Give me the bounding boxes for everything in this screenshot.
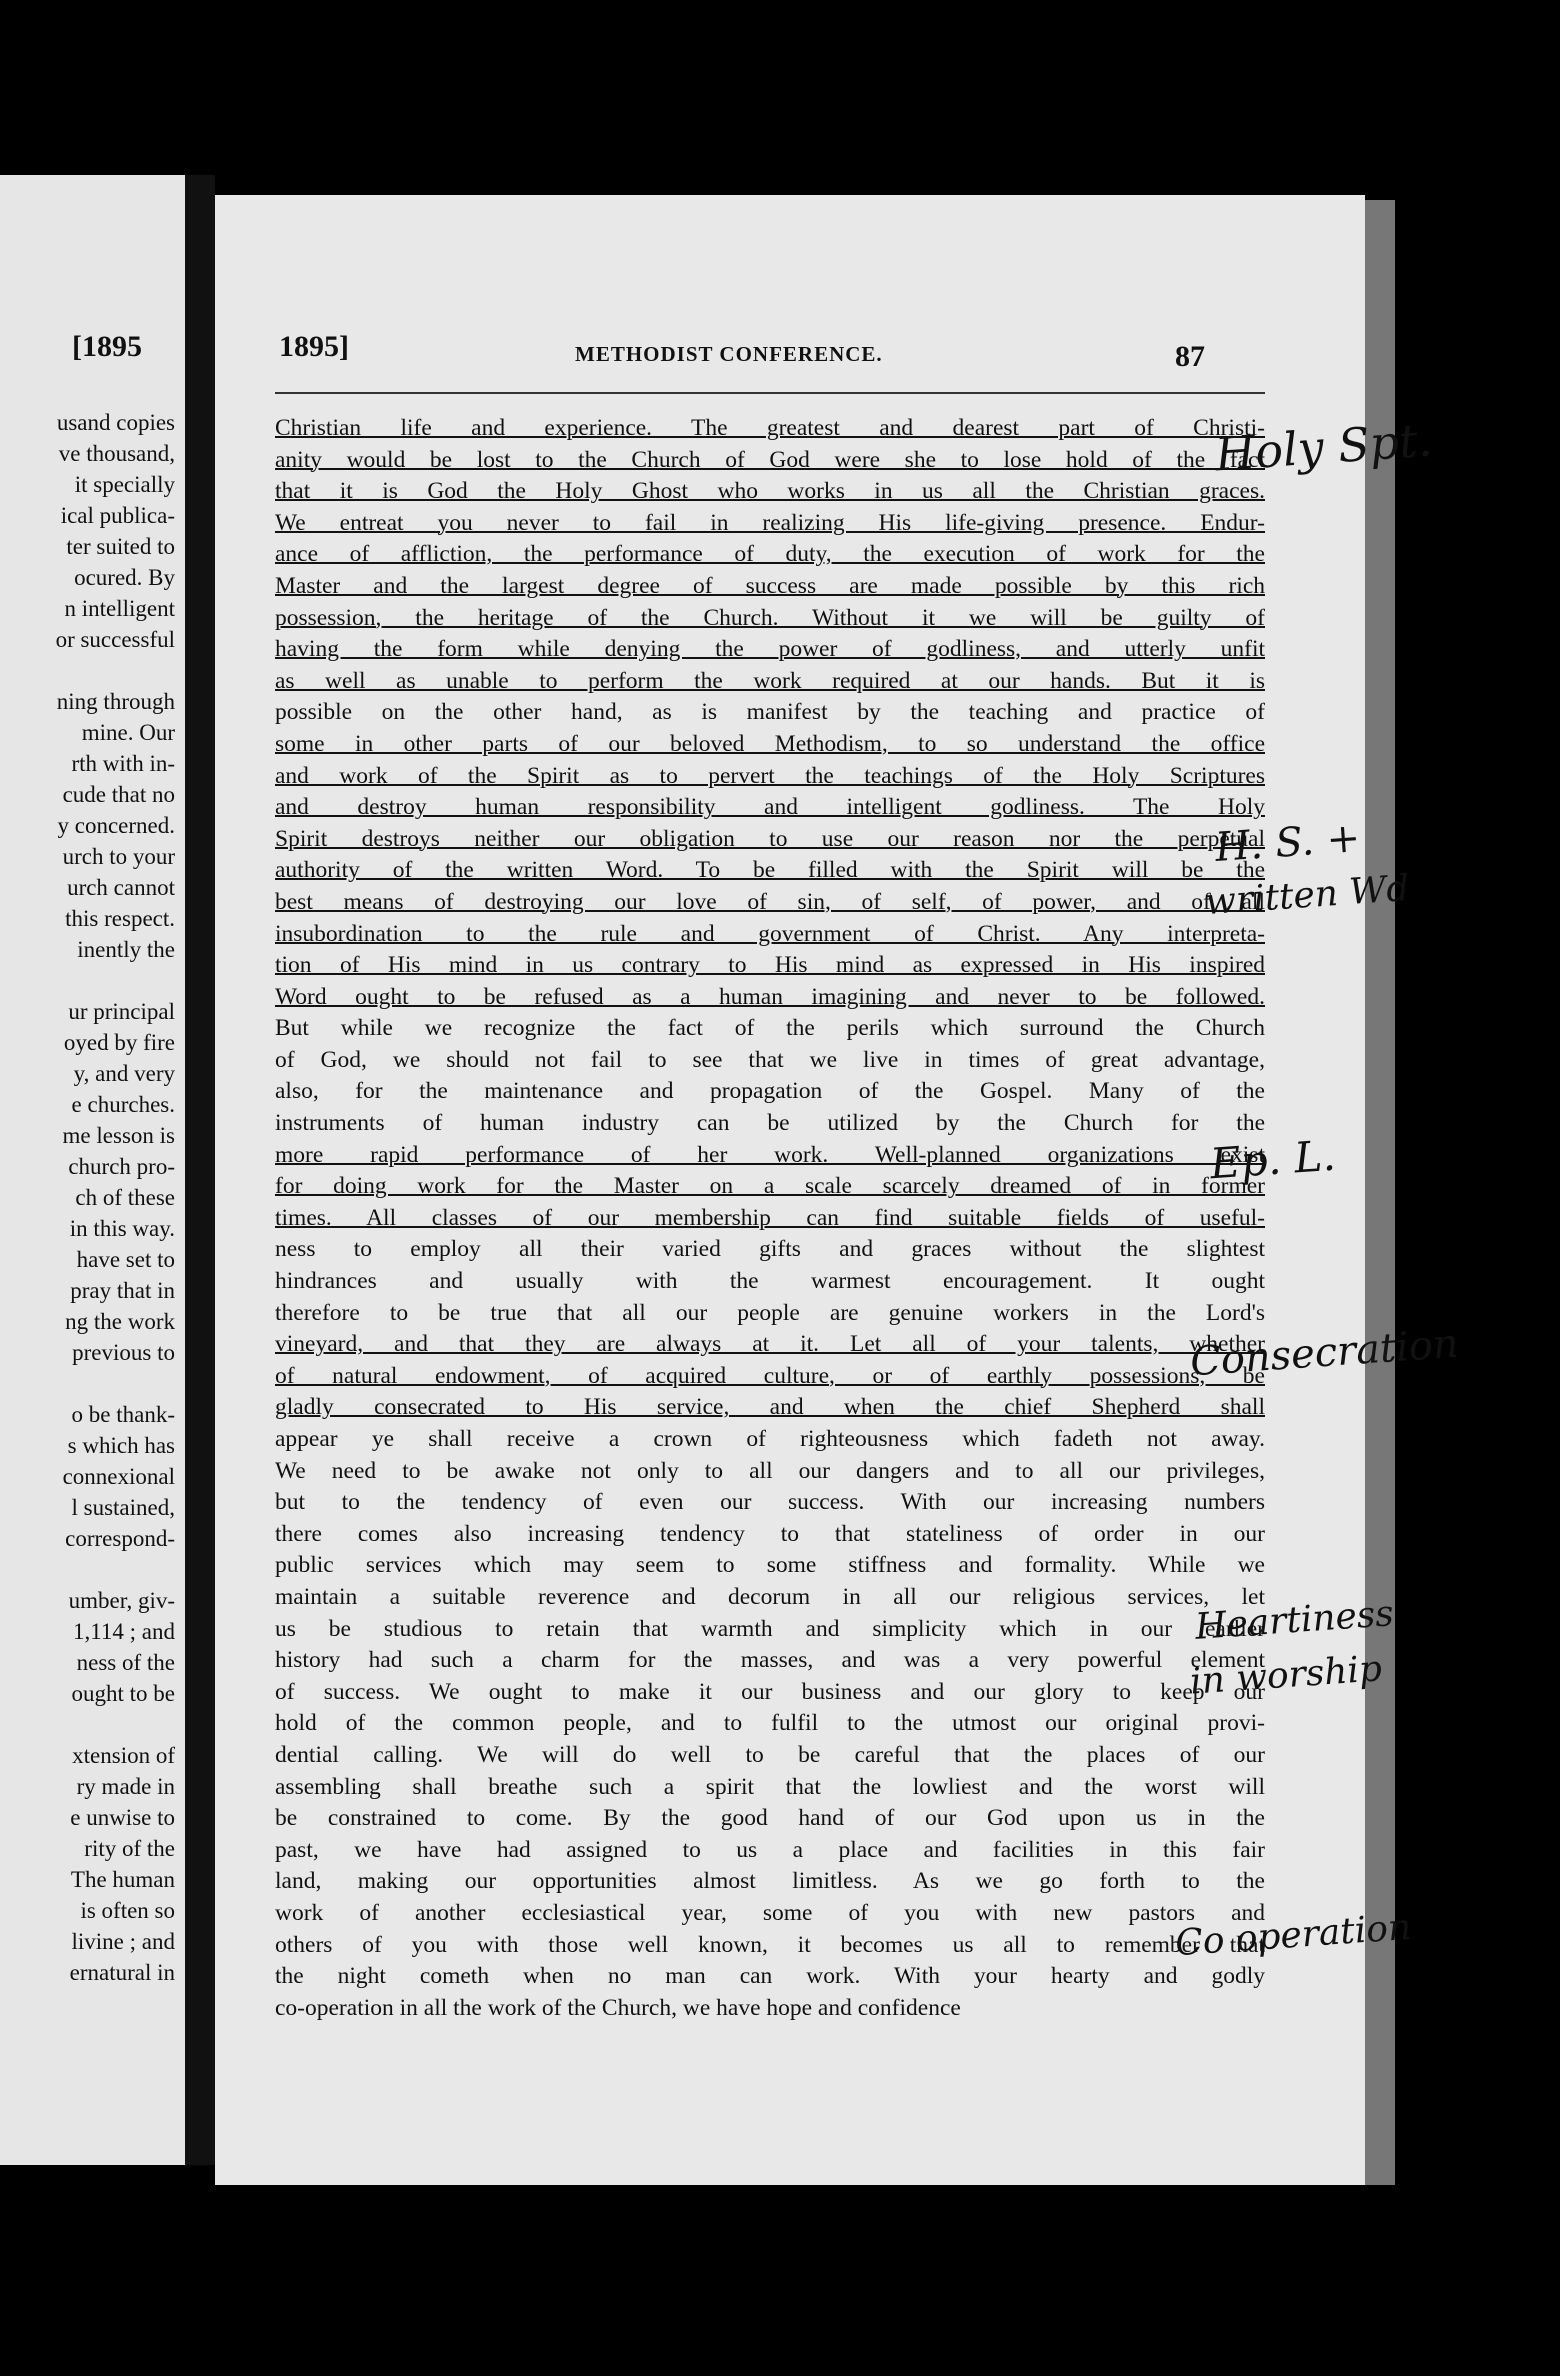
facing-page-line: oyed by fire (63, 1030, 175, 1055)
text-line: and destroy human responsibility and intelligent godliness. The Holy (275, 794, 1265, 821)
text-line: us be studious to retain that warmth and simplicity which in our earlier (275, 1615, 1265, 1642)
text-line: gladly consecrated to His service, and when the chief Shepherd shall (275, 1394, 1265, 1421)
facing-page-line: ning through (56, 689, 175, 714)
text-line: times. All classes of our membership can find suitable fields of useful- (275, 1204, 1265, 1231)
facing-page-line: inently the (77, 937, 175, 962)
text-line: tion of His mind in us contrary to His mind as expressed in His inspired (275, 952, 1265, 979)
text-line: best means of destroying our love of sin, of self, of power, and of all (275, 888, 1265, 915)
text-line: work of another ecclesiastical year, some of you with new pastors and (275, 1899, 1265, 1926)
facing-page-line: me lesson is (62, 1123, 175, 1148)
text-line: instruments of human industry can be utilized by the Church for the (275, 1110, 1265, 1137)
text-line: past, we have had assigned to us a place and facilities in this fair (275, 1836, 1265, 1863)
text-line: possession, the heritage of the Church. Without it we will be guilty of (275, 604, 1265, 631)
text-line: maintain a suitable reverence and decorum in all our religious services, let (275, 1583, 1265, 1610)
text-line: public services which may seem to some stiffness and formality. While we (275, 1552, 1265, 1579)
facing-page-line: connexional (62, 1464, 175, 1489)
text-line: of success. We ought to make it our business and our glory to keep our (275, 1678, 1265, 1705)
facing-page-line: usand copies (56, 410, 175, 435)
text-line: We entreat you never to fail in realizing His life-giving presence. Endur- (275, 509, 1265, 536)
facing-page-line: in this way. (69, 1216, 175, 1241)
text-line: there comes also increasing tendency to that stateliness of order in our (275, 1520, 1265, 1547)
facing-page-line (0, 655, 175, 686)
facing-page-header: [1895 (72, 330, 142, 363)
text-line: others of you with those well known, it becomes us all to remember that (275, 1931, 1265, 1958)
text-line: having the form while denying the power of godliness, and utterly unfit (275, 636, 1265, 663)
margin-note-cooperation: Co operation (1173, 1906, 1413, 1965)
facing-page-line: ernatural in (69, 1960, 175, 1985)
text-line: be constrained to come. By the good hand of our God upon us in the (275, 1805, 1265, 1832)
facing-page-line (0, 1554, 175, 1585)
facing-page-line: ch of these (75, 1185, 175, 1210)
facing-page-line: 1,114 ; and (73, 1619, 175, 1644)
text-line: ance of affliction, the performance of duty, the execution of work for the (275, 541, 1265, 568)
facing-page-line: ness of the (76, 1650, 175, 1675)
facing-page-line: e unwise to (70, 1805, 175, 1830)
margin-note-heartiness-1: Heartiness (1193, 1593, 1395, 1648)
facing-page-line: urch to your (62, 844, 175, 869)
text-line: insubordination to the rule and government of Christ. Any interpreta- (275, 920, 1265, 947)
margin-note-ep-l: Ep. L. (1208, 1130, 1338, 1189)
facing-page-line: ur principal (68, 999, 175, 1024)
text-line: history had such a charm for the masses, and was a very powerful element (275, 1647, 1265, 1674)
facing-page-line: church pro- (68, 1154, 175, 1179)
facing-page-line: ve thousand, (58, 441, 175, 466)
text-line: We need to be awake not only to all our dangers and to all our privileges, (275, 1457, 1265, 1484)
running-header-title: METHODIST CONFERENCE. (575, 342, 883, 366)
text-line: as well as unable to perform the work required at our hands. But it is (275, 667, 1265, 694)
text-line: land, making our opportunities almost limitless. As we go forth to the (275, 1868, 1265, 1895)
facing-page-line: ng the work (65, 1309, 175, 1334)
header-rule (275, 392, 1265, 394)
text-line: that it is God the Holy Ghost who works in us all the Christian graces. (275, 478, 1265, 505)
facing-page-line: rth with in- (71, 751, 175, 776)
book-page (215, 195, 1365, 2185)
text-line: hold of the common people, and to fulfil to the utmost our original provi- (275, 1710, 1265, 1737)
text-line: co-operation in all the work of the Church, we have hope and confidence (275, 1994, 961, 2021)
facing-page-line: ry made in (76, 1774, 175, 1799)
text-line: Master and the largest degree of success are made possible by this rich (275, 572, 1265, 599)
facing-page-line: cude that no (62, 782, 175, 807)
text-line: anity would be lost to the Church of God were she to lose hold of the fact (275, 446, 1265, 473)
facing-page-line: ought to be (71, 1681, 175, 1706)
facing-page-line: umber, giv- (68, 1588, 175, 1613)
text-line: but to the tendency of even our success. With our increasing numbers (275, 1489, 1265, 1516)
facing-page-line: have set to (76, 1247, 175, 1272)
facing-page-line (0, 1368, 175, 1399)
facing-page-line: this respect. (65, 906, 175, 931)
margin-note-holy-spirit: Holy Spt. (1213, 412, 1434, 482)
facing-page-line: or successful (55, 627, 175, 652)
facing-page-line: ical publica- (60, 503, 175, 528)
text-line: dential calling. We will do well to be careful that the places of our (275, 1741, 1265, 1768)
margin-note-hs-word-2: written Wd (1203, 867, 1411, 924)
text-line: But while we recognize the fact of the perils which surround the Church (275, 1015, 1265, 1042)
text-line: of natural endowment, of acquired culture, or of earthly possessions, be (275, 1362, 1265, 1389)
facing-page-line: urch cannot (67, 875, 175, 900)
facing-page-line: pray that in (70, 1278, 175, 1303)
facing-page-line: livine ; and (71, 1929, 175, 1954)
margin-note-hs-word-1: H. S. + (1213, 814, 1362, 872)
text-line: assembling shall breathe such a spirit that the lowliest and the worst will (275, 1773, 1265, 1800)
text-line: possible on the other hand, as is manifest by the teaching and practice of (275, 699, 1265, 726)
text-line: appear ye shall receive a crown of righteousness which fadeth not away. (275, 1426, 1265, 1452)
text-line: of God, we should not fail to see that we live in times of great advantage, (275, 1046, 1265, 1073)
facing-page-line: l sustained, (71, 1495, 175, 1520)
text-line: authority of the written Word. To be filled with the Spirit will be the (275, 857, 1265, 884)
facing-page-line: xtension of (72, 1743, 175, 1768)
facing-page-line: ter suited to (66, 534, 175, 559)
facing-page-line: y concerned. (57, 813, 175, 838)
text-line: ness to employ all their varied gifts and graces without the slightest (275, 1236, 1265, 1263)
facing-page-line: n intelligent (64, 596, 175, 621)
page-number: 87 (1175, 340, 1205, 373)
text-line: Christian life and experience. The greatest and dearest part of Christi- (275, 415, 1265, 441)
text-line: Word ought to be refused as a human imagining and never to be followed. (275, 983, 1265, 1010)
margin-note-consecration: Consecration (1188, 1320, 1461, 1386)
text-line: Spirit destroys neither our obligation to use our reason nor the perpetual (275, 825, 1265, 852)
page-body-text (275, 413, 1265, 2024)
text-line: also, for the maintenance and propagation of the Gospel. Many of the (275, 1078, 1265, 1105)
text-line: some in other parts of our beloved Methodism, to so understand the office (275, 730, 1265, 757)
book-gutter (185, 175, 215, 2165)
facing-page-line: it specially (74, 472, 175, 497)
facing-page-text (0, 407, 175, 1988)
facing-page-line: correspond- (65, 1526, 175, 1551)
facing-page-line: previous to (72, 1340, 175, 1365)
facing-page-line: The human (70, 1867, 175, 1892)
facing-page-line: o be thank- (71, 1402, 175, 1427)
facing-page-line: e churches. (71, 1092, 175, 1117)
text-line: the night cometh when no man can work. With your hearty and godly (275, 1963, 1265, 1990)
text-line: more rapid performance of her work. Well-planned organizations exist (275, 1141, 1265, 1168)
facing-page-line: y, and very (73, 1061, 175, 1086)
facing-page-line: ocured. By (74, 565, 175, 590)
facing-page-line: is often so (80, 1898, 175, 1923)
text-line: for doing work for the Master on a scale scarcely dreamed of in former (275, 1173, 1265, 1200)
text-line: and work of the Spirit as to pervert the teachings of the Holy Scriptures (275, 762, 1265, 789)
facing-page (0, 175, 185, 2165)
page-edge (1365, 200, 1395, 2185)
facing-page-line: s which has (67, 1433, 175, 1458)
facing-page-line: mine. Our (81, 720, 175, 745)
text-line: hindrances and usually with the warmest encouragement. It ought (275, 1268, 1265, 1295)
margin-note-heartiness-2: in worship (1188, 1648, 1384, 1703)
facing-page-line: rity of the (84, 1836, 175, 1861)
facing-page-line (0, 965, 175, 996)
text-line: vineyard, and that they are always at it. Let all of your talents, whether (275, 1331, 1265, 1358)
text-line: therefore to be true that all our people are genuine workers in the Lord's (275, 1299, 1265, 1326)
facing-page-line (0, 1709, 175, 1740)
running-header-year: 1895] (279, 330, 349, 363)
